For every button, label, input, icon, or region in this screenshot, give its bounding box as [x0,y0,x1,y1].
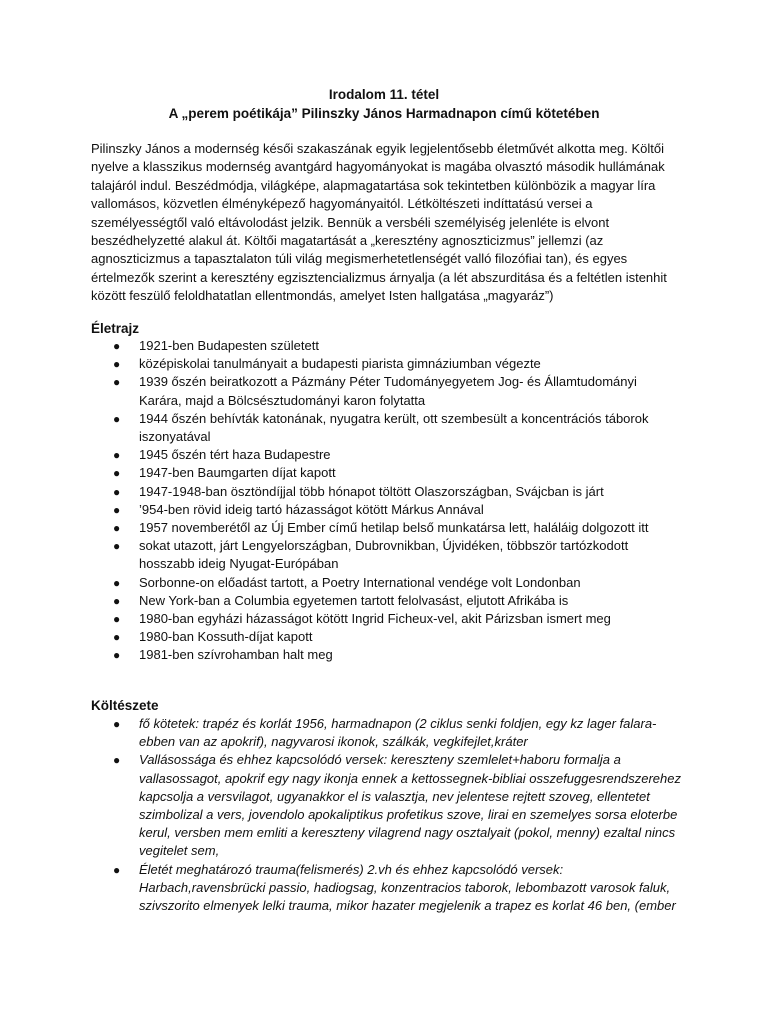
poetry-list [91,715,681,915]
bullet-icon: ● [113,357,121,372]
bullet-icon: ● [113,648,121,663]
list-item: ● Sorbonne-on előadást tartott, a Poetry International vendége volt Londonban [91,574,681,592]
bullet-icon: ● [113,717,121,731]
document-subtitle: A „perem poétikája” Pilinszky János Harmadnapon című kötetében [168,106,600,121]
list-item: ● 1947-1948-ban ösztöndíjjal több hónapot töltött Olaszországban, Svájcban is járt [91,483,681,501]
bullet-icon: ● [113,339,121,353]
list-item: ● 1980-ban Kossuth-díjat kapott [91,628,681,646]
list-item: ● 1945 őszén tért haza Budapestre [91,446,681,464]
list-item: ● 1947-ben Baumgarten díjat kapott [91,464,681,482]
list-item: ● 1939 őszén beiratkozott a Pázmány Péter Tudományegyetem Jog- és Államtudományi Karára, majd a Bölcsésztudományi karon folytatta [113,374,637,408]
list-item: ● New York-ban a Columbia egyetemen tartott felolvasást, eljutott Afrikába is [91,592,681,610]
bullet-icon: ● [113,466,121,481]
bullet-icon: ● [113,753,121,768]
list-item: ● 1944 őszén behívták katonának, nyugatra került, ott szembesült a koncentrációs táborok iszonyatával [113,410,649,445]
biography-list [91,337,681,665]
bullet-icon: ● [113,612,121,627]
biography-heading: Életrajz [91,321,140,336]
poetry-heading: Költészete [91,698,159,713]
bullet-icon: ● [113,521,121,536]
bullet-icon: ● [113,448,121,463]
list-item: ● középiskolai tanulmányait a budapesti piarista gimnáziumban végezte [91,355,681,373]
list-item: ● Életét meghatározó trauma(felismerés) 2.vh és ehhez kapcsolódó versek: Harbach,ravensbrücki passio, hadiogsag, konzentracios taborok, lebombazott varosok faluk, szivszorito elmenyek lelki trauma, mikor hazater megjelenik a trapez es korlat 46 ben, (ember [113,861,676,914]
bullet-icon: ● [113,862,121,877]
document-title: Irodalom 11. tétel [328,87,440,102]
bullet-icon: ● [113,502,121,517]
list-item: ● sokat utazott, járt Lengyelországban, Dubrovnikban, Újvidéken, többször tartózkodott hosszabb ideig Nyugat-Európában [113,538,629,572]
bullet-icon: ● [113,630,121,645]
list-item: ● fő kötetek: trapéz és korlát 1956, harmadnapon (2 ciklus senki foldjen, egy kz lager falara- ebben van az apokrif), nagyvarosi ikonok, szálkák, vegkifejlet,kráter [113,716,657,750]
list-item: ● 1981-ben szívrohamban halt meg [91,646,681,664]
list-item: ● 1957 novemberétől az Új Ember című hetilap belső munkatársa lett, haláláig dolgozott itt [91,519,681,537]
list-item: ● ’954-ben rövid ideig tartó házasságot kötött Márkus Annával [91,501,681,519]
bullet-icon: ● [113,484,121,499]
intro-paragraph: Pilinszky János a modernség késői szakaszának egyik legjelentősebb életművét alkotta meg. Költői nyelve a klasszikus modernség avantgárd hagyományokat is magába olvasztó második hullámának talajáról indul. Beszédmódja, világképe, alapmagatartása sok tekintetben különbözik a magyar líra vallomásos, közvetlen élményképező hagyományaitól. Létköltészeti indíttatású versei a személyességtől való eltávolodást jelzik. Bennük a versbéli személyiség jelenléte is elvont beszédhelyzetté alakul át. Költői magatartását a „keresztény agnoszticizmus” jellemzi (az agnoszticizmus a tapasztalaton túli világ megismerhetetlenségét valló filozófiai tan), és egyes értelmezők szerint a keresztény egzisztencializmus árnyalja (a lét abszurditása és a feltétlen istenhit között feszülő feloldhatatlan ellentmondás, amelyet Isten hallgatása „magyaráz”) [91,141,667,304]
list-item: ● 1980-ban egyházi házasságot kötött Ingrid Ficheux-vel, akit Párizsban ismert meg [91,610,681,628]
bullet-icon: ● [113,411,121,426]
list-item: ● Vallásossága és ehhez kapcsolódó versek: kereszteny szemlelet+haboru formalja a vallasossagot, apokrif egy nagy ikonja ennek a kettossegnek-bibliai osszefuggesrendszerehez kapcsolja a versvilagot, ugyanakkor el is valasztja, nev jelentese rejtett szoveg, ellentetet szimbolizal a vers, jovendolo apokaliptikus profetikus szove, lirai en szemelyes sorsa eloterbe kerul, versben mem emliti a kereszteny vilagrend nagy osztalyait (pokol, menny) ezaltal nincs vegitelet sem, [113,752,681,859]
list-item: ● 1921-ben Budapesten született [91,337,681,355]
bullet-icon: ● [113,593,121,608]
bullet-icon: ● [113,575,121,590]
bullet-icon: ● [113,539,121,554]
bullet-icon: ● [113,375,121,390]
